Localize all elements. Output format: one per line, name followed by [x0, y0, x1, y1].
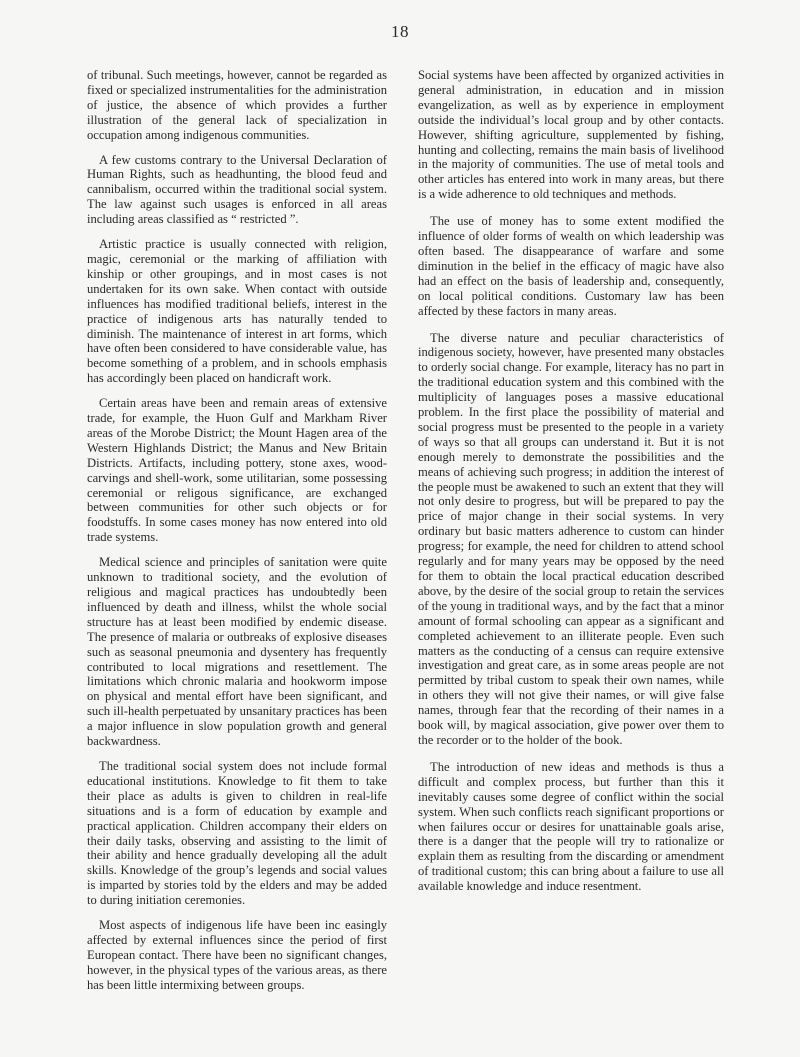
paragraph: Most aspects of indigenous life have been inc easingly affected by external influences since the period of first European contact. There have been no significant changes, however, in the physical types of the various areas, as there has been little intermixing between groups. [87, 918, 387, 992]
paragraph: Social systems have been affected by organized activities in general administration, in education and in mission evangelization, as well as by experience in employment outside the individual’s local group and by other contacts. However, shifting agriculture, supplemented by fishing, hunting and collecting, remains the main basis of livelihood in the majority of communities. The use of metal tools and other articles has entered into work in many areas, but there is a wide adherence to old techniques and methods. [418, 68, 724, 202]
left-column [87, 68, 387, 1003]
paragraph: Medical science and principles of sanitation were quite unknown to traditional society, and the evolution of religious and magical practices has undoubtedly been influenced by death and illness, whilst the whole social structure has at least been modified by endemic disease. The presence of malaria or outbreaks of explosive diseases such as seasonal pneumonia and dysentery has frequently contributed to local migrations and resettlement. The limitations which chronic malaria and hookworm impose on physical and mental effort have been significant, and such ill-health perpetuated by unsanitary practices has been a major influence in slow population growth and general backwardness. [87, 555, 387, 749]
paragraph: The diverse nature and peculiar characteristics of indigenous society, however, have presented many obstacles to orderly social change. For example, literacy has no part in the traditional education system and this combined with the multiplicity of languages poses a massive educational problem. In the first place the possibility of material and social progress must be presented to the people in a variety of ways so that all groups can understand it. But it is not enough merely to demonstrate the possibilities and the means of achieving such progress; in addition the interest of the people must be awakened to such an extent that they will not only desire to progress, but will be prepared to pay the price of major change in their social systems. In very ordinary but basic matters adherence to custom can hinder progress; for example, the need for children to attend school regularly and for many years may be opposed by the need for them to obtain the local practical education described above, by the desire of the social group to retain the services of the young in traditional ways, and by the fact that a minor amount of formal schooling can appear as a significant and completed achievement to an illiterate people. Even such matters as the conducting of a census can require extensive investigation and great care, as in some areas people are not permitted by tribal custom to speak their own names, while in others they will not give their names, or will give false names, through fear that the recording of their names in a book will, by magical association, give power over them to the recorder or to the holder of the book. [418, 330, 725, 747]
paragraph: The introduction of new ideas and methods is thus a difficult and complex process, but further than this it inevitably causes some degree of conflict within the social system. When such conflicts reach significant proportions or when failures occur or desires for unattainable goals arise, there is a danger that the people will try to rationalize or explain them as resulting from the discarding or amendment of traditional custom; this can bring about a failure to use all available knowledge and induce resentment. [418, 759, 724, 894]
paragraph: The use of money has to some extent modified the influence of older forms of wealth on which leadership was often based. The disappearance of warfare and some diminution in the belief in the efficacy of magic have also had an effect on the basis of leadership and, consequently, on local political conditions. Customary law has been affected by these factors in many areas. [418, 214, 724, 318]
paragraph: The traditional social system does not include formal educational institutions. Knowledge to fit them to take their place as adults is given to children in real-life situations and is a form of education by example and practical application. Children accompany their elders on their daily tasks, observing and assisting to the limit of their ability and hence gradually developing all the adult skills. Knowledge of the group’s legends and social values is imparted by stories told by the elders and may be added to during initiation ceremonies. [87, 758, 387, 908]
paragraph: of tribunal. Such meetings, however, cannot be regarded as fixed or specialized instrumentalities for the administration of justice, the absence of which provides a further illustration of the general lack of specialization in occupation among indigenous communities. [87, 68, 387, 142]
right-column [418, 68, 724, 906]
page-number: 18 [391, 22, 409, 41]
paragraph: Artistic practice is usually connected with religion, magic, ceremonial or the marking of affiliation with kinship or other groupings, and in most cases is not undertaken for its own sake. When contact with outside influences has modified traditional beliefs, interest in the practice of indigenous arts has naturally tended to diminish. The maintenance of interest in art forms, which have often been considered to have considerable value, has become something of a problem, and in schools emphasis has accordingly been placed on handicraft work. [87, 237, 387, 386]
paragraph: A few customs contrary to the Universal Declaration of Human Rights, such as headhunting, the blood feud and cannibalism, occurred within the traditional social system. The law against such usages is enforced in all areas including areas classified as “ restricted ”. [87, 152, 387, 227]
paragraph: Certain areas have been and remain areas of extensive trade, for example, the Huon Gulf and Markham River areas of the Morobe District; the Mount Hagen area of the Western Highlands District; the Manus and New Britain Districts. Artifacts, including pottery, stone axes, wood-carvings and shell-work, some utilitarian, some possessing ceremonial or religous significance, are exchanged between communities for other such objects or for foodstuffs. In some cases money has now entered into old trade systems. [87, 396, 387, 545]
